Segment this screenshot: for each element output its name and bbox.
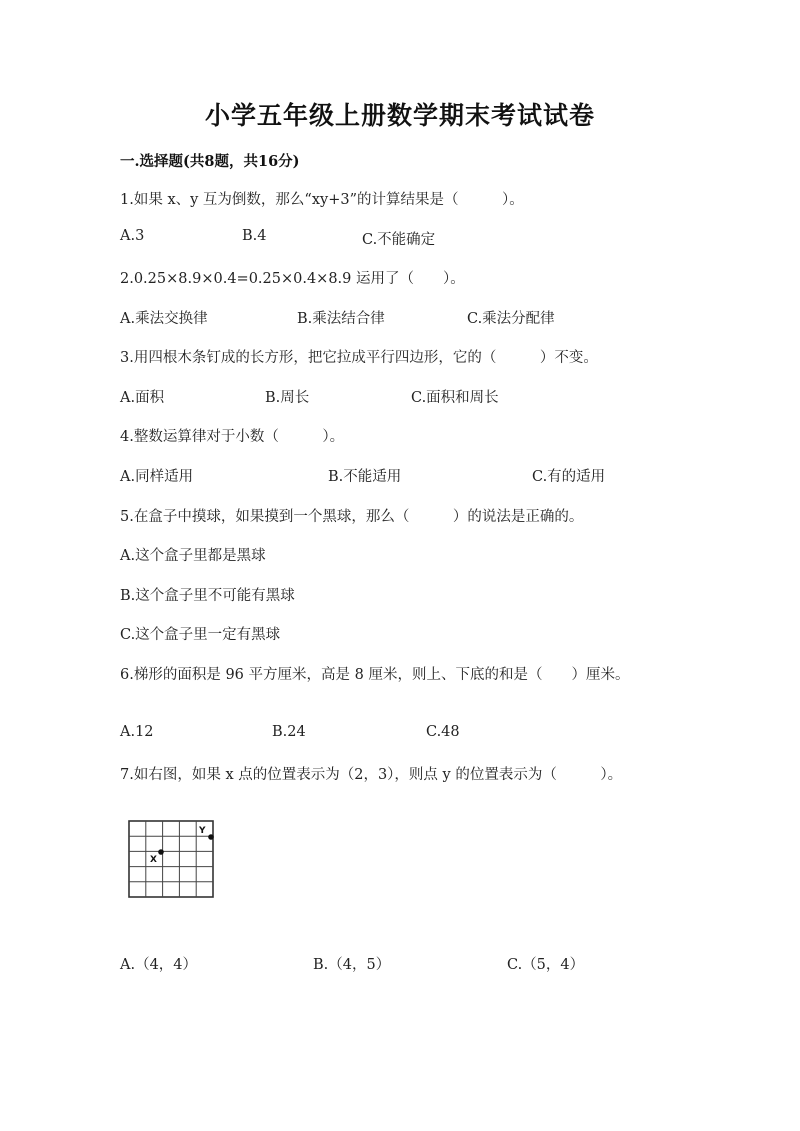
question-7: 7.如右图，如果 x 点的位置表示为（2，3），则点 y 的位置表示为（ ）。	[120, 767, 623, 783]
coordinate-grid-figure	[128, 820, 224, 900]
question-3: 3.用四根木条钉成的长方形，把它拉成平行四边形，它的（ ）不变。	[120, 350, 598, 366]
exam-title: 小学五年级上册数学期末考试试卷	[204, 101, 595, 130]
q1-option-c: C.不能确定	[362, 232, 436, 248]
q3-option-b: B.周长	[265, 390, 310, 406]
q1-option-a: A.3	[120, 228, 145, 244]
q5-option-c: C.这个盒子里一定有黑球	[120, 627, 281, 643]
q4-option-c: C.有的适用	[532, 469, 606, 485]
q6-option-a: A.12	[120, 724, 154, 740]
q4-option-b: B.不能适用	[328, 469, 402, 485]
q1-option-b: B.4	[242, 228, 267, 244]
q3-option-a: A.面积	[120, 390, 165, 406]
point-x	[158, 849, 164, 855]
question-6: 6.梯形的面积是 96 平方厘米，高是 8 厘米，则上、下底的和是（ ）厘米。	[120, 667, 630, 683]
point-y	[208, 834, 214, 840]
q5-option-b: B.这个盒子里不可能有黑球	[120, 588, 295, 604]
question-4: 4.整数运算律对于小数（ ）。	[120, 429, 345, 445]
q6-option-b: B.24	[272, 724, 306, 740]
q4-option-a: A.同样适用	[120, 469, 194, 485]
point-y-label: Y	[199, 826, 206, 836]
q7-option-b: B.（4，5）	[313, 957, 391, 973]
question-1: 1.如果 x、y 互为倒数，那么“xy+3”的计算结果是（ ）。	[120, 192, 524, 208]
q2-option-b: B.乘法结合律	[297, 311, 385, 327]
q7-option-a: A.（4，4）	[120, 957, 198, 973]
q2-option-a: A.乘法交换律	[120, 311, 208, 327]
question-2: 2.0.25×8.9×0.4=0.25×0.4×8.9 运用了（ ）。	[120, 271, 465, 287]
question-5: 5.在盒子中摸球，如果摸到一个黑球，那么（ ）的说法是正确的。	[120, 509, 584, 525]
q2-option-c: C.乘法分配律	[467, 311, 555, 327]
q6-option-c: C.48	[426, 724, 460, 740]
section-heading: 一.选择题(共8题，共16分)	[120, 153, 300, 170]
point-x-label: X	[150, 855, 157, 865]
q3-option-c: C.面积和周长	[411, 390, 499, 406]
q5-option-a: A.这个盒子里都是黑球	[120, 548, 266, 564]
q7-option-c: C.（5，4）	[507, 957, 585, 973]
